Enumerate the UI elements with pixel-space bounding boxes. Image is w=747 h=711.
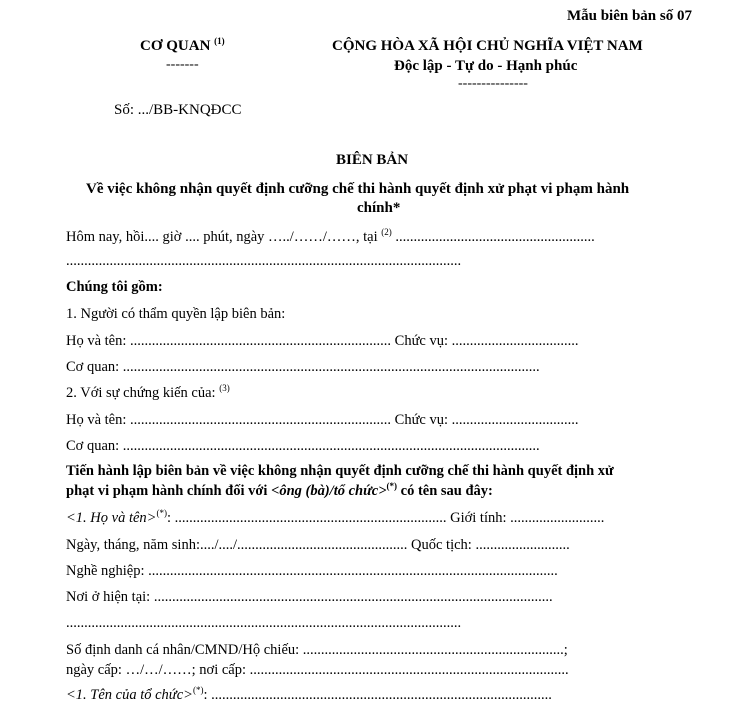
witness-name-position: Họ và tên: ........................................................................ Chức vụ: ................................... [66, 412, 579, 428]
id-number-line: Số định danh cá nhân/CMND/Hộ chiếu: ........................................................................; [66, 642, 568, 658]
authority-agency: Cơ quan: ................................................................................................................... [66, 359, 540, 375]
document-subtitle-line1: Về việc không nhận quyết định cưỡng chế thi hành quyết định xử phạt vi phạm hành [86, 181, 630, 197]
id-issue-line: ngày cấp: …/…/……; nơi cấp: ........................................................................................ [66, 662, 569, 678]
members-heading: Chúng tôi gồm: [66, 279, 163, 295]
agency-label: CƠ QUAN $^{(1)}$ [140, 36, 225, 54]
current-address-line: Nơi ở hiện tại: .............................................................................................................. [66, 589, 553, 605]
witness-agency: Cơ quan: ................................................................................................................... [66, 438, 540, 454]
occupation-line: Nghề nghiệp: ................................................................................................................. [66, 563, 558, 579]
document-subtitle-line2: chính* [357, 200, 401, 216]
authority-heading: 1. Người có thẩm quyền lập biên bản: [66, 306, 286, 322]
motto-rule: --------------- [458, 76, 528, 91]
document-number: Số: .../BB-KNQĐCC [114, 102, 242, 118]
form-number: Mẫu biên bản số 07 [566, 8, 692, 24]
person-name-gender: <1. Họ và tên>(*): ........................................................................... Giới tính: .......................... [66, 508, 605, 526]
address-dots: ............................................................................................................. [66, 615, 462, 631]
country-name: CỘNG HÒA XÃ HỘI CHỦ NGHĨA VIỆT NAM [332, 38, 643, 54]
organization-name-line: <1. Tên của tổ chức>(*): .............................................................................................. [66, 685, 552, 703]
proceed-statement-line1: Tiến hành lập biên bản về việc không nhận quyết định cưỡng chế thi hành quyết định xử [66, 463, 614, 479]
proceed-statement-line2: phạt vi phạm hành chính đối với <ông (bà)/tổ chức>(*) có tên sau đây: [66, 481, 493, 499]
date-time-line: Hôm nay, hồi.... giờ .... phút, ngày …../……/……, tại $^{(2)}$ ....................................................... [66, 227, 595, 245]
document-title: BIÊN BẢN [336, 152, 409, 168]
motto: Độc lập - Tự do - Hạnh phúc [394, 58, 578, 74]
authority-name-position: Họ và tên: ........................................................................ Chức vụ: ................................... [66, 333, 579, 349]
witness-heading: 2. Với sự chứng kiến của: $^{(3)}$ [66, 383, 230, 401]
agency-rule: ------- [166, 57, 199, 72]
birth-nationality: Ngày, tháng, năm sinh:..../..../............................................... Quốc tịch: .......................... [66, 537, 570, 553]
location-dots: ............................................................................................................. [66, 253, 462, 269]
